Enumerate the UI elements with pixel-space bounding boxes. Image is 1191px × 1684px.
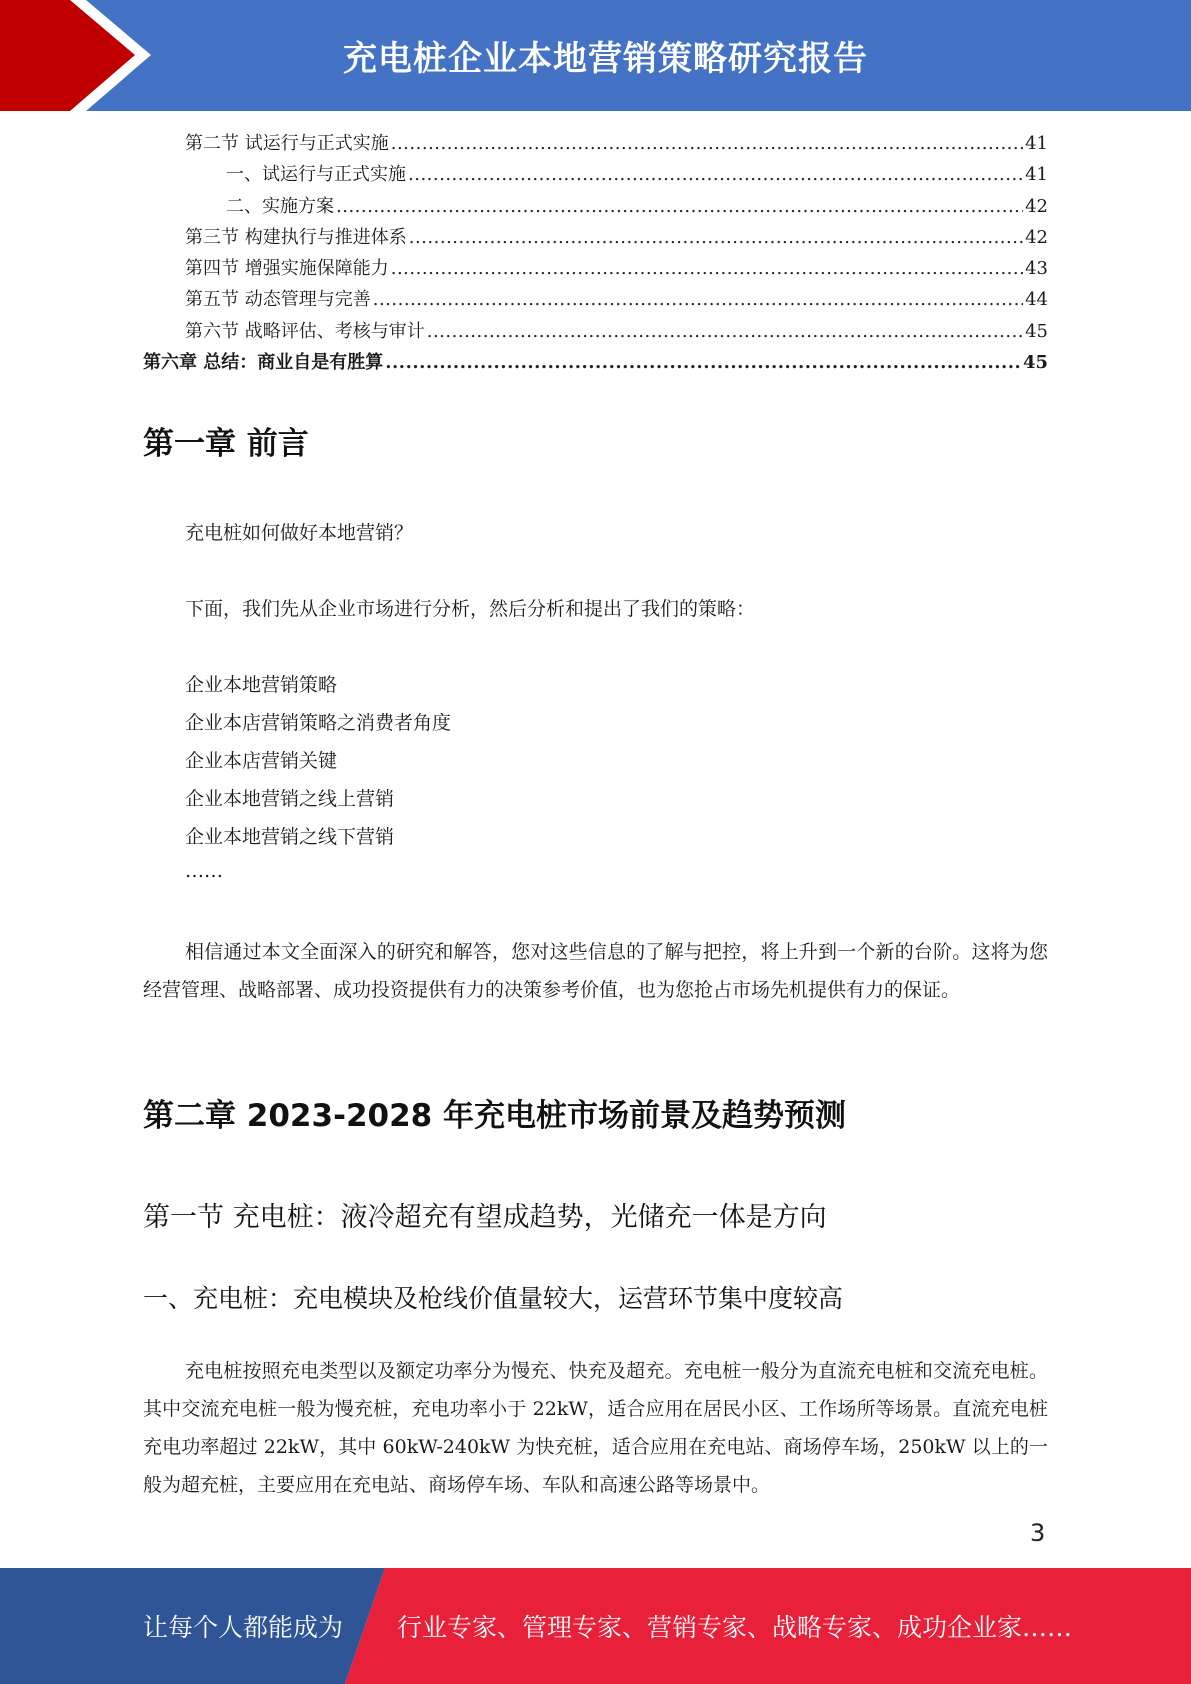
list-item: 企业本店营销关键 [185, 750, 338, 772]
intro-line: 下面，我们先从企业市场进行分析，然后分析和提出了我们的策略： [185, 598, 756, 620]
toc-leader-dots [427, 316, 1023, 347]
footer-slogan-left: 让每个人都能成为 [143, 1613, 344, 1642]
toc-entry-page: 43 [1025, 258, 1048, 280]
toc-entry[interactable] [143, 159, 1048, 190]
footer-banner [0, 1568, 1191, 1684]
toc-leader-dots [408, 159, 1023, 190]
toc-entry[interactable] [143, 253, 1048, 284]
toc-entry-title: 二、实施方案 [226, 195, 334, 217]
chapter-2-heading: 第二章 2023-2028 年充电桩市场前景及趋势预测 [143, 1098, 847, 1134]
toc-entry-title: 第三节 构建执行与推进体系 [185, 226, 407, 248]
toc-entry-title: 第二节 试运行与正式实施 [185, 133, 389, 154]
toc-entry-page: 41 [1025, 133, 1048, 154]
subsection-1-heading: 一、充电桩：充电模块及枪线价值量较大，运营环节集中度较高 [143, 1284, 844, 1313]
section-1-heading: 第一节 充电桩：液冷超充有望成趋势，光储充一体是方向 [143, 1202, 827, 1233]
toc-entry-page: 45 [1025, 320, 1048, 342]
toc-entry[interactable] [143, 191, 1048, 222]
toc-leader-dots [409, 222, 1023, 253]
toc-entry-page: 42 [1025, 195, 1048, 217]
toc-entry-page: 41 [1025, 164, 1048, 186]
closing-paragraph: 相信通过本文全面深入的研究和解答，您对这些信息的了解与把控，将上升到一个新的台阶。这将为您经营管理、战略部署、成功投资提供有力的决策参考价值，也为您抢占市场先机提供有力的保证。 [143, 941, 1048, 1001]
toc-entry[interactable] [143, 128, 1048, 159]
toc-entry[interactable] [143, 222, 1048, 253]
toc-entry-chapter[interactable] [143, 347, 1048, 378]
toc-entry-title: 一、试运行与正式实施 [226, 164, 406, 186]
list-item-ellipsis: …… [185, 860, 223, 882]
toc-leader-dots [336, 191, 1023, 222]
toc-leader-dots [385, 347, 1021, 378]
toc-entry-title: 第六章 总结：商业自是有胜算 [143, 352, 384, 374]
toc-leader-dots [391, 128, 1023, 159]
list-item: 企业本地营销之线上营销 [185, 788, 395, 810]
toc-leader-dots [373, 284, 1023, 315]
question-line: 充电桩如何做好本地营销？ [185, 522, 414, 544]
toc-entry-page: 42 [1025, 226, 1048, 248]
toc-entry[interactable] [143, 284, 1048, 315]
chapter-1-heading: 第一章 前言 [143, 426, 309, 462]
footer-slogan-right: 行业专家、管理专家、营销专家、战略专家、成功企业家…… [397, 1613, 1073, 1642]
toc-entry-title: 第五节 动态管理与完善 [185, 289, 371, 311]
page-number: 3 [1030, 1519, 1046, 1547]
toc-entry[interactable] [143, 316, 1048, 347]
report-title: 充电桩企业本地营销策略研究报告 [343, 39, 868, 79]
table-of-contents [143, 128, 1048, 378]
header-banner [0, 0, 1191, 111]
list-item: 企业本店营销策略之消费者角度 [185, 712, 452, 734]
toc-entry-page: 44 [1025, 289, 1048, 311]
toc-entry-title: 第六节 战略评估、考核与审计 [185, 320, 425, 342]
list-item: 企业本地营销策略 [185, 674, 338, 696]
toc-entry-page: 45 [1022, 352, 1048, 374]
body-paragraph: 充电桩按照充电类型以及额定功率分为慢充、快充及超充。充电桩一般分为直流充电桩和交流充电桩。其中交流充电桩一般为慢充桩，充电功率小于 22kW，适合应用在居民小区、工作场所等场景。直流充电桩充电功率超过 22kW，其中 60kW-240kW 为快充桩，适合应用在充电站、商场停车场，250kW 以上的一般为超充桩，主要应用在充电站、商场停车场、车队和高速公路等场景中。 [143, 1360, 1048, 1496]
toc-leader-dots [391, 253, 1023, 284]
list-item: 企业本地营销之线下营销 [185, 826, 395, 848]
toc-entry-title: 第四节 增强实施保障能力 [185, 258, 389, 280]
